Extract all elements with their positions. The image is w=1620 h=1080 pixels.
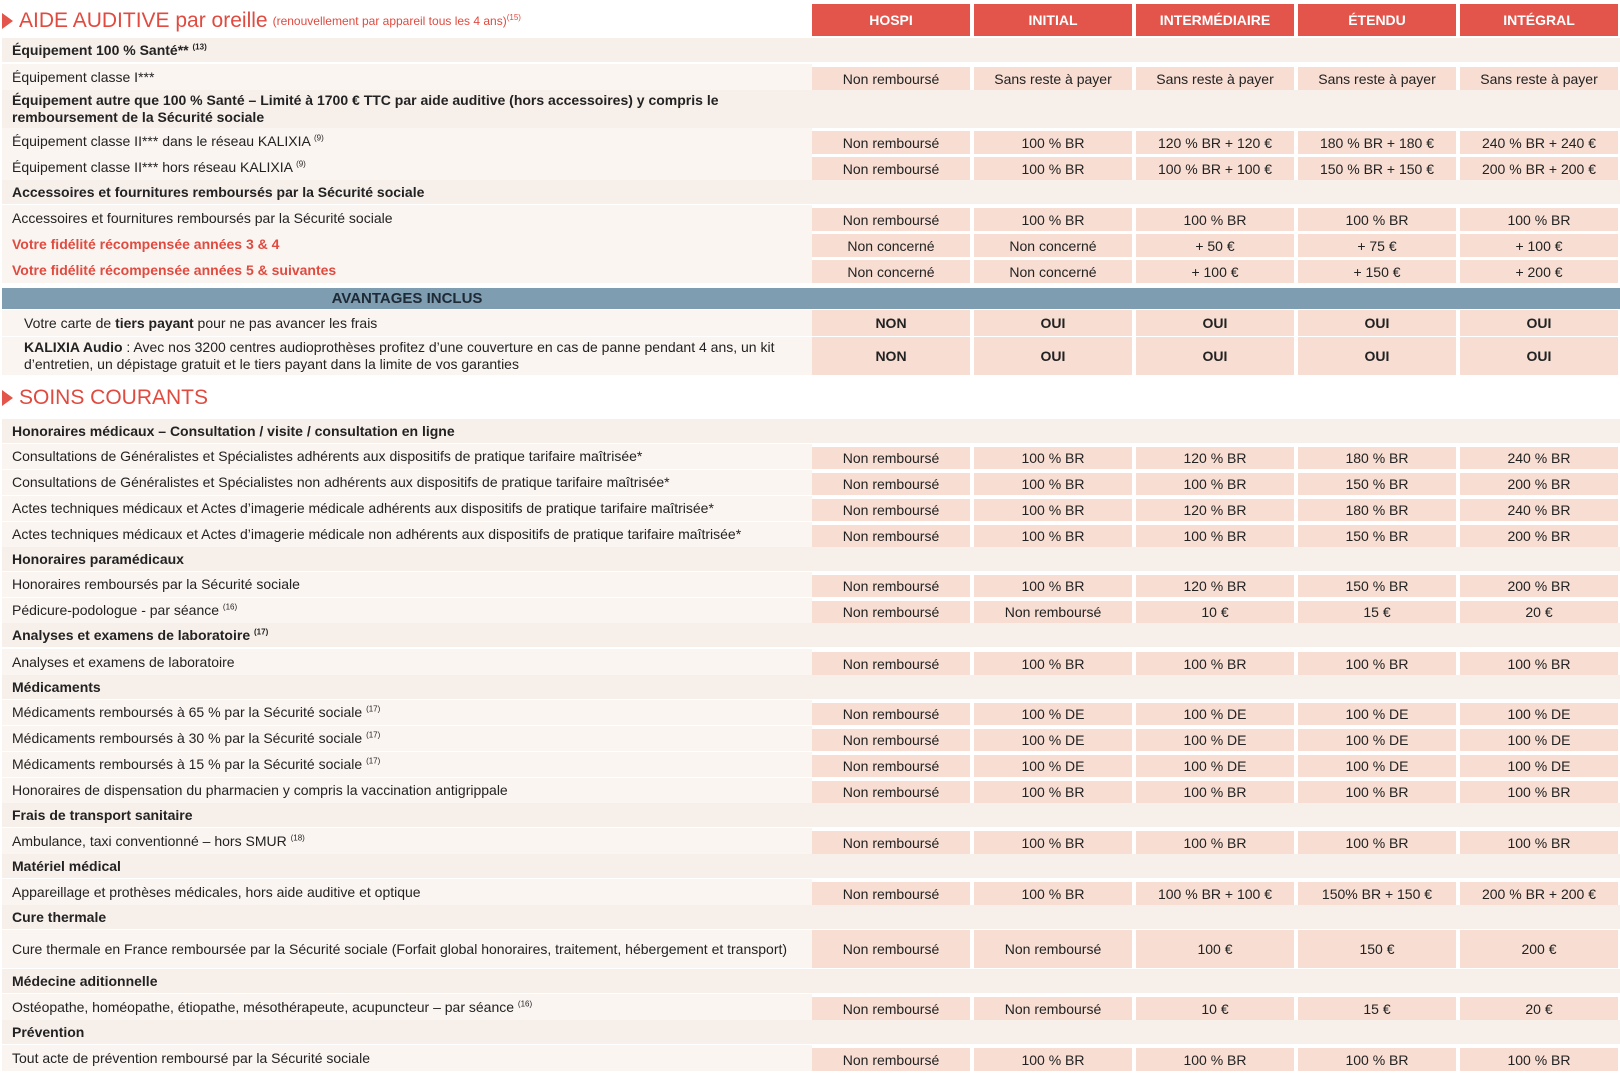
cell-hospi: Non remboursé (812, 882, 970, 905)
cell-hospi: NON (812, 337, 970, 375)
footnote-ref: (18) (290, 832, 305, 842)
cell-hospi: Non remboursé (812, 755, 970, 777)
cell-intégral: 240 % BR (1460, 499, 1618, 521)
cell-empty (1136, 547, 1294, 571)
cell-intermédiaire: 100 % BR (1136, 525, 1294, 547)
cell-hospi: Non remboursé (812, 703, 970, 725)
label-text: Votre carte de (24, 314, 116, 331)
cell-intégral: 240 % BR (1460, 447, 1618, 469)
cell-hospi: Non remboursé (812, 930, 970, 968)
cell-hospi: Non remboursé (812, 208, 970, 231)
group-row (2, 675, 1620, 699)
cell-étendu: 100 % DE (1298, 755, 1456, 777)
row-label (2, 522, 812, 547)
label-text: Honoraires remboursés par la Sécurité sociale (12, 576, 300, 592)
row-label (2, 547, 812, 571)
row-label (2, 1020, 812, 1044)
cell-intégral: 200 % BR + 200 € (1460, 882, 1618, 905)
label-wrap (24, 315, 377, 332)
label-text: Honoraires paramédicaux (12, 550, 184, 567)
cell-hospi: Non remboursé (812, 131, 970, 154)
section-title-aide-auditive (2, 8, 521, 34)
table-row (2, 231, 1620, 257)
cell-hospi: Non remboursé (812, 997, 970, 1020)
cell-initial: Non concerné (974, 260, 1132, 283)
table-row (2, 700, 1620, 725)
label-wrap (24, 339, 812, 373)
cell-étendu: Sans reste à payer (1298, 67, 1456, 90)
label-text: Médicaments (12, 678, 101, 695)
advantages-header-row (2, 288, 1620, 309)
cell-étendu: + 150 € (1298, 260, 1456, 283)
label-text: Ostéopathe, homéopathe, étiopathe, mésothérapeute, acupuncteur – par séance $^{(16)}$ (12, 998, 533, 1015)
cell-étendu: 100 % BR (1298, 781, 1456, 803)
row-label (2, 905, 812, 929)
cell-étendu: 150% BR + 150 € (1298, 882, 1456, 905)
cell-intermédiaire: 10 € (1136, 601, 1294, 623)
cell-initial: 100 % BR (974, 882, 1132, 905)
cell-hospi: Non remboursé (812, 831, 970, 854)
cell-intermédiaire: 100 % BR + 100 € (1136, 157, 1294, 180)
label-text: Votre fidélité récompensée années 3 & 4 (12, 235, 280, 252)
cell-étendu: OUI (1298, 310, 1456, 336)
label-text: Actes techniques médicaux et Actes d’imagerie médicale non adhérents aux dispositifs de pratique tarifaire maîtrisée* (12, 526, 742, 542)
row-label (2, 994, 812, 1020)
cell-intermédiaire: 100 % BR + 100 € (1136, 882, 1294, 905)
cell-hospi: Non remboursé (812, 652, 970, 675)
cell-étendu: 100 % BR (1298, 1048, 1456, 1071)
cell-intégral: 200 % BR (1460, 473, 1618, 495)
row-label (2, 649, 812, 675)
label-text: Votre fidélité récompensée années 5 & suivantes (12, 261, 337, 278)
label-text: Ambulance, taxi conventionné – hors SMUR $^{(18)}$ (12, 832, 305, 849)
table-row (2, 930, 1620, 968)
row-label (2, 675, 812, 699)
group-row (2, 547, 1620, 571)
label-wrap (12, 92, 812, 126)
section-arrow-icon (2, 13, 13, 29)
label-text: Consultations de Généralistes et Spécialistes adhérents aux dispositifs de pratique tarifaire maîtrisée* (12, 448, 643, 464)
row-label (2, 90, 812, 128)
label-text: Actes techniques médicaux et Actes d’imagerie médicale adhérents aux dispositifs de pratique tarifaire maîtrisée* (12, 500, 714, 516)
label-text: Équipement classe II*** hors réseau KALIXIA $^{(9)}$ (12, 158, 306, 175)
footnote-ref: (13) (192, 41, 207, 51)
cell-hospi: Non remboursé (812, 575, 970, 597)
label-text: Tout acte de prévention remboursé par la Sécurité sociale (12, 1049, 370, 1066)
cell-hospi: Non remboursé (812, 729, 970, 751)
label-text: : Avec nos 3200 centres audioprothèses profitez d’une couverture en cas de panne pendant 4 ans, un kit d’entretien, un dépistage gratuit et le tiers payant dans la limite de vos garanties (24, 339, 775, 372)
cell-intégral: 20 € (1460, 601, 1618, 623)
cell-étendu: OUI (1298, 337, 1456, 375)
cell-intégral: 100 % BR (1460, 781, 1618, 803)
cell-intermédiaire: + 100 € (1136, 260, 1294, 283)
cell-hospi: NON (812, 310, 970, 336)
cell-étendu: 150 % BR (1298, 575, 1456, 597)
label-text: Frais de transport sanitaire (12, 806, 193, 823)
cell-hospi: Non concerné (812, 260, 970, 283)
row-label (2, 337, 812, 375)
cell-initial: OUI (974, 337, 1132, 375)
label-text: Médicaments remboursés à 30 % par la Sécurité sociale $^{(17)}$ (12, 730, 381, 746)
footnote-ref: (17) (366, 756, 381, 766)
table-row (2, 572, 1620, 597)
footnote-ref: (16) (517, 998, 533, 1008)
cell-intégral: 200 % BR (1460, 525, 1618, 547)
cell-initial: 100 % DE (974, 729, 1132, 751)
cell-étendu: 100 % DE (1298, 729, 1456, 751)
table-row (2, 1045, 1620, 1071)
cell-hospi: Non remboursé (812, 525, 970, 547)
cell-intermédiaire: 100 % DE (1136, 729, 1294, 751)
cell-intermédiaire: OUI (1136, 310, 1294, 336)
cell-intermédiaire: 10 € (1136, 997, 1294, 1020)
row-label (2, 598, 812, 623)
group-row (2, 803, 1620, 827)
section-arrow-icon (2, 390, 13, 406)
cell-initial: 100 % BR (974, 473, 1132, 495)
cell-intégral: OUI (1460, 310, 1618, 336)
cell-intermédiaire: 100 % BR (1136, 652, 1294, 675)
cell-intermédiaire: 100 % BR (1136, 1048, 1294, 1071)
group-row (2, 1020, 1620, 1044)
cell-initial: 100 % BR (974, 831, 1132, 854)
cell-empty (1460, 547, 1618, 571)
footnote-ref: (9) (313, 132, 324, 142)
row-label (2, 854, 812, 878)
group-row (2, 38, 1620, 62)
cell-étendu: 100 % BR (1298, 208, 1456, 231)
cell-étendu: 15 € (1298, 601, 1456, 623)
table-row (2, 470, 1620, 495)
cell-initial: 100 % BR (974, 499, 1132, 521)
table-row (2, 726, 1620, 751)
cell-étendu: 180 % BR (1298, 499, 1456, 521)
cell-intégral: 100 % DE (1460, 729, 1618, 751)
cell-initial: 100 % BR (974, 652, 1132, 675)
cell-intermédiaire: 100 % BR (1136, 473, 1294, 495)
row-label (2, 444, 812, 469)
table-row (2, 154, 1620, 180)
cell-intermédiaire: 120 % BR (1136, 499, 1294, 521)
cell-intégral: Sans reste à payer (1460, 67, 1618, 90)
row-label (2, 310, 812, 336)
group-row (2, 180, 1620, 204)
cell-intégral: OUI (1460, 337, 1618, 375)
label-text: Médicaments remboursés à 15 % par la Sécurité sociale $^{(17)}$ (12, 756, 381, 772)
cell-hospi: Non remboursé (812, 67, 970, 90)
cell-intermédiaire: 100 % DE (1136, 755, 1294, 777)
footnote-ref: (9) (296, 158, 306, 168)
cell-empty (812, 547, 970, 571)
cell-intermédiaire: 120 % BR (1136, 575, 1294, 597)
label-text: Équipement classe II*** dans le réseau KALIXIA $^{(9)}$ (12, 132, 324, 149)
cell-intégral: + 100 € (1460, 234, 1618, 257)
table-row (2, 522, 1620, 547)
table-row (2, 994, 1620, 1020)
cell-étendu: + 75 € (1298, 234, 1456, 257)
row-label (2, 205, 812, 231)
cell-initial: 100 % BR (974, 781, 1132, 803)
label-text: Accessoires et fournitures remboursés par la Sécurité sociale (12, 209, 393, 226)
row-label (2, 64, 812, 90)
cell-intégral: 100 % BR (1460, 1048, 1618, 1071)
label-text: Prévention (12, 1023, 85, 1040)
cell-initial: 100 % BR (974, 208, 1132, 231)
cell-intermédiaire: 100 € (1136, 930, 1294, 968)
cell-intégral: 100 % DE (1460, 755, 1618, 777)
label-text: Analyses et examens de laboratoire $^{(17)}$ (12, 626, 269, 643)
cell-intégral: 100 % BR (1460, 652, 1618, 675)
label-text: Équipement 100 % Santé** $^{(13)}$ (12, 41, 207, 58)
cell-initial: 100 % DE (974, 703, 1132, 725)
cell-étendu: 150 % BR + 150 € (1298, 157, 1456, 180)
table-row (2, 879, 1620, 905)
row-label (2, 572, 812, 597)
table-row (2, 496, 1620, 521)
label-text: Analyses et examens de laboratoire (12, 653, 235, 670)
row-label (2, 180, 812, 204)
table-row (2, 257, 1620, 283)
section-subtitle: (renouvellement par appareil tous les 4 ans)$^{(15)}$ (272, 13, 521, 28)
row-label (2, 496, 812, 521)
cell-intégral: 100 % BR (1460, 208, 1618, 231)
row-label (2, 828, 812, 854)
cell-intégral: 20 € (1460, 997, 1618, 1020)
table-row (2, 205, 1620, 231)
column-header-etendu: ÉTENDU (1298, 4, 1456, 36)
label-text: Cure thermale (12, 908, 107, 925)
advantage-row (2, 310, 1620, 336)
label-text: Consultations de Généralistes et Spécialistes non adhérents aux dispositifs de pratique tarifaire maîtrisée* (12, 474, 670, 490)
cell-étendu: 180 % BR (1298, 447, 1456, 469)
table-row (2, 128, 1620, 154)
cell-intermédiaire: 100 % BR (1136, 831, 1294, 854)
cell-intégral: 100 % BR (1460, 831, 1618, 854)
column-header-hospi: HOSPI (812, 4, 970, 36)
cell-étendu: 150 % BR (1298, 473, 1456, 495)
advantage-row (2, 337, 1620, 375)
cell-intermédiaire: + 50 € (1136, 234, 1294, 257)
label-text: pour ne pas avancer les frais (193, 314, 378, 331)
cell-initial: 100 % BR (974, 525, 1132, 547)
table-row (2, 598, 1620, 623)
cell-étendu: 100 % DE (1298, 703, 1456, 725)
label-text: Honoraires médicaux – Consultation / visite / consultation en ligne (12, 422, 455, 439)
cell-intermédiaire: 100 % DE (1136, 703, 1294, 725)
cell-hospi: Non remboursé (812, 157, 970, 180)
group-row (2, 905, 1620, 929)
label-text: Équipement classe I*** (12, 68, 155, 85)
row-label (2, 726, 812, 751)
cell-intégral: 200 % BR (1460, 575, 1618, 597)
table-row (2, 444, 1620, 469)
group-row (2, 419, 1620, 443)
row-label (2, 623, 812, 647)
cell-intermédiaire: 100 % BR (1136, 208, 1294, 231)
row-label (2, 930, 812, 968)
row-label (2, 700, 812, 725)
table-row (2, 649, 1620, 675)
column-header-integral: INTÉGRAL (1460, 4, 1618, 36)
cell-initial: 100 % BR (974, 1048, 1132, 1071)
advantages-header: AVANTAGES INCLUS (2, 288, 812, 309)
table-row (2, 828, 1620, 854)
section-title-text: AIDE AUDITIVE par oreille (19, 9, 268, 32)
cell-hospi: Non remboursé (812, 781, 970, 803)
row-label (2, 231, 812, 257)
cell-intermédiaire: 120 % BR (1136, 447, 1294, 469)
cell-initial: Non remboursé (974, 601, 1132, 623)
group-row (2, 854, 1620, 878)
cell-initial: 100 % BR (974, 131, 1132, 154)
cell-hospi: Non remboursé (812, 473, 970, 495)
cell-initial: 100 % BR (974, 575, 1132, 597)
label-bold: tiers payant (115, 314, 194, 331)
row-label (2, 257, 812, 283)
cell-empty (1298, 547, 1456, 571)
row-label (2, 38, 812, 62)
row-label (2, 752, 812, 777)
label-bold: KALIXIA Audio (24, 339, 123, 355)
cell-intermédiaire: OUI (1136, 337, 1294, 375)
cell-intégral: 240 % BR + 240 € (1460, 131, 1618, 154)
cell-initial: Non remboursé (974, 997, 1132, 1020)
cell-étendu: 15 € (1298, 997, 1456, 1020)
cell-étendu: 180 % BR + 180 € (1298, 131, 1456, 154)
cell-intégral: 200 € (1460, 930, 1618, 968)
advantages-header-bar (812, 288, 1620, 309)
cell-hospi: Non remboursé (812, 601, 970, 623)
row-label (2, 154, 812, 180)
group-row (2, 90, 1620, 128)
row-label (2, 879, 812, 905)
cell-empty (974, 547, 1132, 571)
footnote-ref: (17) (254, 626, 269, 636)
label-text: Honoraires de dispensation du pharmacien y compris la vaccination antigrippale (12, 782, 508, 798)
cell-initial: 100 % DE (974, 755, 1132, 777)
section-title-text: SOINS COURANTS (19, 386, 209, 409)
footnote-ref: (16) (222, 602, 238, 612)
cell-étendu: 100 % BR (1298, 652, 1456, 675)
row-label (2, 1045, 812, 1071)
cell-étendu: 150 % BR (1298, 525, 1456, 547)
cell-intégral: + 200 € (1460, 260, 1618, 283)
footnote-ref: (17) (366, 730, 381, 740)
cell-initial: 100 % BR (974, 447, 1132, 469)
cell-étendu: 100 % BR (1298, 831, 1456, 854)
label-text: Cure thermale en France remboursée par la Sécurité sociale (Forfait global honoraires, traitement, hébergement et transport) (12, 940, 788, 957)
label-text: – Limité à 1700 € TTC par aide auditive (hors accessoires) y compris le remboursement de la Sécurité sociale (12, 92, 719, 125)
cell-hospi: Non remboursé (812, 447, 970, 469)
cell-initial: OUI (974, 310, 1132, 336)
cell-intermédiaire: Sans reste à payer (1136, 67, 1294, 90)
label-text: Médicaments remboursés à 65 % par la Sécurité sociale $^{(17)}$ (12, 704, 381, 720)
label-text: Appareillage et prothèses médicales, hors aide auditive et optique (12, 883, 421, 900)
cell-hospi: Non remboursé (812, 499, 970, 521)
table-row (2, 778, 1620, 803)
cell-intégral: 100 % DE (1460, 703, 1618, 725)
cell-intégral: 200 % BR + 200 € (1460, 157, 1618, 180)
row-label (2, 969, 812, 993)
cell-initial: Non remboursé (974, 930, 1132, 968)
column-header-initial: INITIAL (974, 4, 1132, 36)
group-row (2, 969, 1620, 993)
table-row (2, 752, 1620, 777)
cell-étendu: 150 € (1298, 930, 1456, 968)
table-row (2, 64, 1620, 90)
group-row (2, 623, 1620, 647)
row-label (2, 128, 812, 154)
cell-initial: Non concerné (974, 234, 1132, 257)
cell-initial: Sans reste à payer (974, 67, 1132, 90)
label-text: Pédicure-podologue - par séance $^{(16)}$ (12, 602, 238, 618)
label-text: Médecine aditionnelle (12, 972, 158, 989)
cell-hospi: Non concerné (812, 234, 970, 257)
row-label (2, 419, 812, 443)
cell-intermédiaire: 120 % BR + 120 € (1136, 131, 1294, 154)
row-label (2, 803, 812, 827)
section-title-soins-courants (2, 385, 208, 411)
row-label (2, 470, 812, 495)
label-text: Matériel médical (12, 857, 121, 874)
label-bold: Équipement autre que 100 % Santé (12, 92, 245, 108)
column-header-intermediaire: INTERMÉDIAIRE (1136, 4, 1294, 36)
footnote-ref: (17) (366, 704, 381, 714)
cell-intermédiaire: 100 % BR (1136, 781, 1294, 803)
label-text: Accessoires et fournitures remboursés par la Sécurité sociale (12, 183, 425, 200)
cell-initial: 100 % BR (974, 157, 1132, 180)
row-label (2, 778, 812, 803)
cell-hospi: Non remboursé (812, 1048, 970, 1071)
